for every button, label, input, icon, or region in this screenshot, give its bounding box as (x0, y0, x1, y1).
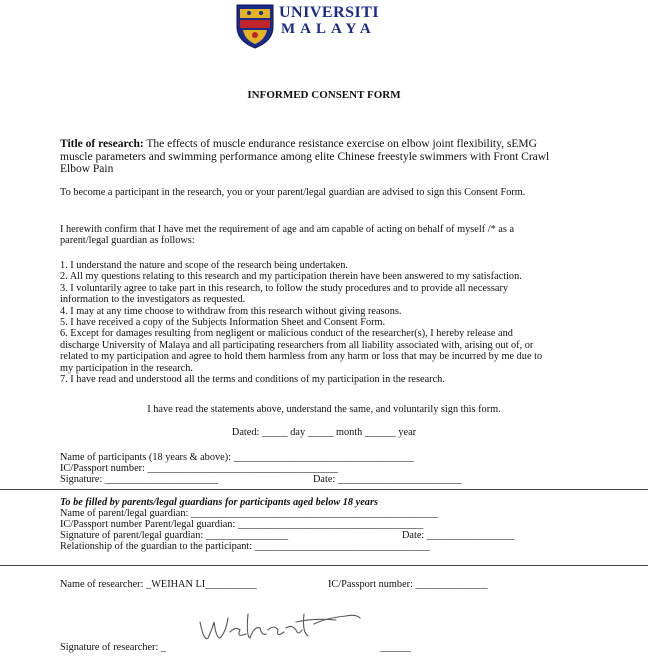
guardian-name-field[interactable]: Name of parent/legal guardian: ________________________________________________ (60, 508, 439, 519)
statement-item: 6. Except for damages resulting from negligent or malicious conduct of the researcher(s), I hereby release and discharge University of Malaya and all participating researchers from all liability associated with, arising out of, or related to my participation and agree to hold them harmless from any harm or loss that may be incurred by me due to my participation in the research. (60, 328, 543, 374)
university-logo (235, 3, 275, 49)
statement-item: 4. I may at any time choose to withdraw from this research without giving reasons. (60, 305, 402, 317)
research-title-text: The effects of muscle endurance resistance exercise on elbow joint flexibility, sEMG muscle parameters and swimming performance among elite Chinese freestyle swimmers with Front Crawl Elbow Pain (60, 138, 550, 175)
agreement-statement: I have read the statements above, understand the same, and voluntarily sign this form. (147, 404, 501, 415)
statement-list (60, 260, 550, 385)
logo-line-2: MALAYA (281, 21, 376, 37)
guardian-ic-field[interactable]: IC/Passport number Parent/legal guardian: ____________________________________ (60, 519, 424, 530)
participant-ic-field[interactable]: IC/Passport number: _____________________________________ (60, 463, 339, 474)
crest-icon (235, 3, 275, 49)
participant-name-field[interactable]: Name of participants (18 years & above): ___________________________________ (60, 452, 414, 463)
divider (0, 489, 648, 490)
participant-date-field[interactable]: Date: ________________________ (313, 474, 462, 485)
guardian-heading: To be filled by parents/legal guardians for participants aged below 18 years (60, 497, 378, 508)
researcher-handwritten-signature (196, 608, 366, 648)
researcher-signature-trail: ______ (380, 642, 411, 653)
dated-line[interactable]: Dated: _____ day _____ month ______ year (231, 427, 417, 438)
logo-line-1: UNIVERSITI (279, 4, 380, 21)
research-title-block (60, 138, 550, 176)
guardian-date-field[interactable]: Date: _________________ (402, 530, 515, 541)
researcher-name-field[interactable]: Name of researcher: _WEIHAN LI__________ (60, 579, 257, 590)
statement-item: 1. I understand the nature and scope of the research being undertaken. (60, 260, 348, 271)
confirm-paragraph: I herewith confirm that I have met the requirement of age and am capable of acting on behalf of myself /* as a parent/legal guardian as follows: (60, 224, 515, 247)
statement-item: 7. I have read and understood all the terms and conditions of my participation in the research. (60, 374, 445, 386)
divider (0, 565, 648, 566)
guardian-signature-field[interactable]: Signature of parent/legal guardian: ________________ (60, 530, 289, 541)
participant-signature-field[interactable]: Signature: ______________________ (60, 474, 219, 485)
form-title: INFORMED CONSENT FORM (247, 89, 401, 101)
statement-item: 5. I have received a copy of the Subjects Information Sheet and Consent Form. (60, 317, 386, 329)
researcher-ic-field[interactable]: IC/Passport number: ______________ (328, 579, 488, 590)
guardian-relationship-field[interactable]: Relationship of the guardian to the participant: __________________________________ (60, 541, 430, 552)
research-title-label: Title of research: (60, 138, 144, 150)
statement-item: 3. I voluntarily agree to take part in this research, to follow the study procedures and to provide all necessary information to the investigators as requested. (60, 282, 509, 306)
researcher-signature-label: Signature of researcher: _ (60, 642, 167, 653)
statement-item: 2. All my questions relating to this research and my participation therein have been answered to my satisfaction. (60, 271, 522, 283)
intro-paragraph: To become a participant in the research, you or your parent/legal guardian are advised to sign this Consent Form. (60, 187, 526, 198)
